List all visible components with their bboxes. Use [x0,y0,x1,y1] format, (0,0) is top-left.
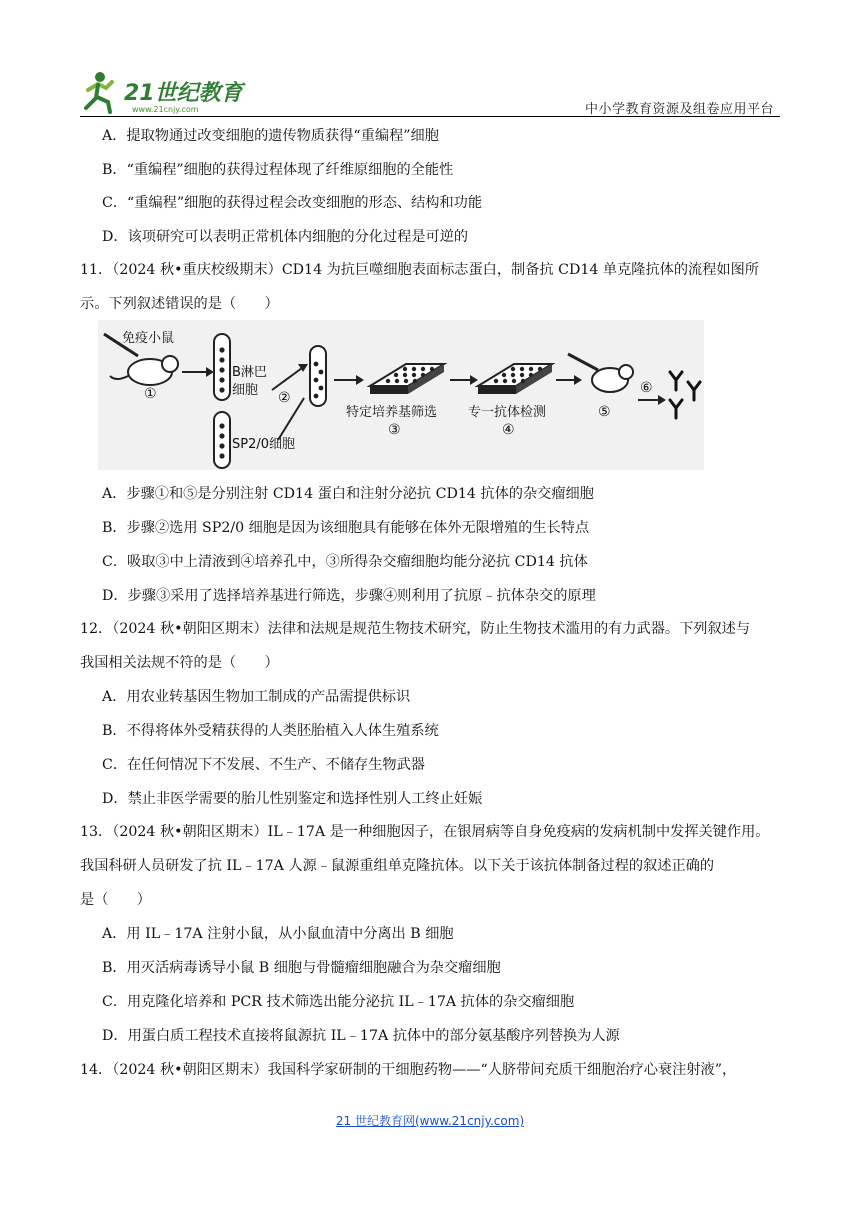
step-6-label: ⑥ [640,380,653,396]
header-divider [80,116,780,117]
step-1-label: ① [144,386,157,402]
mouse-label: 免疫小鼠 [122,331,175,346]
option-line: A．步骤①和⑤是分别注射 CD14 蛋白和注射分泌抗 CD14 抗体的杂交瘤细胞 [102,486,594,502]
platform-name: 中小学教育资源及组卷应用平台 [584,102,774,117]
option-line: A．用 IL﹣17A 注射小鼠，从小鼠血清中分离出 B 细胞 [102,926,454,942]
page-header [80,68,780,118]
option-line: C．在任何情况下不发展、不生产、不储存生物武器 [102,757,425,773]
option-line: B．步骤②选用 SP2/0 细胞是因为该细胞具有能够在体外无限增殖的生长特点 [102,520,590,536]
logo-url-text: www.21cnjy.com [132,105,199,114]
option-line: B．用灭活病毒诱导小鼠 B 细胞与骨髓瘤细胞融合为杂交瘤细胞 [102,960,501,976]
footer-link[interactable]: 21 世纪教育网(www.21cnjy.com) [335,1114,525,1128]
step-3-label: ③ [388,422,401,438]
sp20-label: SP2/0细胞 [232,437,296,452]
site-logo [80,68,260,116]
question-stem: 是（ ） [80,892,151,908]
option-line: C．吸取③中上清液到④培养孔中，③所得杂交瘤细胞均能分泌抗 CD14 抗体 [102,554,588,570]
question-stem: 14．（2024 秋•朝阳区期末）我国科学家研制的干细胞药物——“人脐带间充质干细胞治疗心衰注射液”， [80,1062,737,1078]
option-line: D．该项研究可以表明正常机体内细胞的分化过程是可逆的 [102,229,469,245]
question-stem: 我国相关法规不符的是（ ） [80,655,279,671]
question-stem: 12．（2024 秋•朝阳区期末）法律和法规是规范生物技术研究，防止生物技术滥用的有力武器。下列叙述与 [80,621,751,637]
option-line: B．“重编程”细胞的获得过程体现了纤维原细胞的全能性 [102,162,454,178]
option-line: A．提取物通过改变细胞的遗传物质获得“重编程”细胞 [102,128,439,144]
question-stem: 13．（2024 秋•朝阳区期末）IL﹣17A 是一种细胞因子，在银屑病等自身免疫病的发病机制中发挥关键作用。 [80,824,770,840]
option-line: D．禁止非医学需要的胎儿性别鉴定和选择性别人工终止妊娠 [102,791,483,807]
antibody-flowchart [98,320,704,470]
option-line: B．不得将体外受精获得的人类胚胎植入人体生殖系统 [102,723,439,739]
option-line: C．用克隆化培养和 PCR 技术筛选出能分泌抗 IL﹣17A 抗体的杂交瘤细胞 [102,994,575,1010]
step-3-caption: 特定培养基筛选 [346,405,438,420]
option-line: A．用农业转基因生物加工制成的产品需提供标识 [102,689,411,705]
step-4-label: ④ [502,422,515,438]
step-2-label: ② [278,390,291,406]
b-cell-label-2: 细胞 [232,383,259,398]
question-stem: 我国科研人员研发了抗 IL﹣17A 人源﹣鼠源重组单克隆抗体。以下关于该抗体制备过程的叙述正确的 [80,858,715,874]
question-stem: 11．（2024 秋•重庆校级期末）CD14 为抗巨噬细胞表面标志蛋白，制备抗 CD14 单克隆抗体的流程如图所 [80,262,759,278]
option-line: C．“重编程”细胞的获得过程会改变细胞的形态、结构和功能 [102,195,483,211]
step-5-label: ⑤ [598,404,611,420]
page-footer [0,1112,860,1129]
logo-main-text: 21世纪教育 [124,81,243,106]
step-4-caption: 专一抗体检测 [468,405,547,420]
question-stem: 示。下列叙述错误的是（ ） [80,296,279,312]
b-cell-label-1: B淋巴 [232,365,267,380]
option-line: D．用蛋白质工程技术直接将鼠源抗 IL﹣17A 抗体中的部分氨基酸序列替换为人源 [102,1028,620,1044]
option-line: D．步骤③采用了选择培养基进行筛选，步骤④则利用了抗原﹣抗体杂交的原理 [102,588,596,604]
